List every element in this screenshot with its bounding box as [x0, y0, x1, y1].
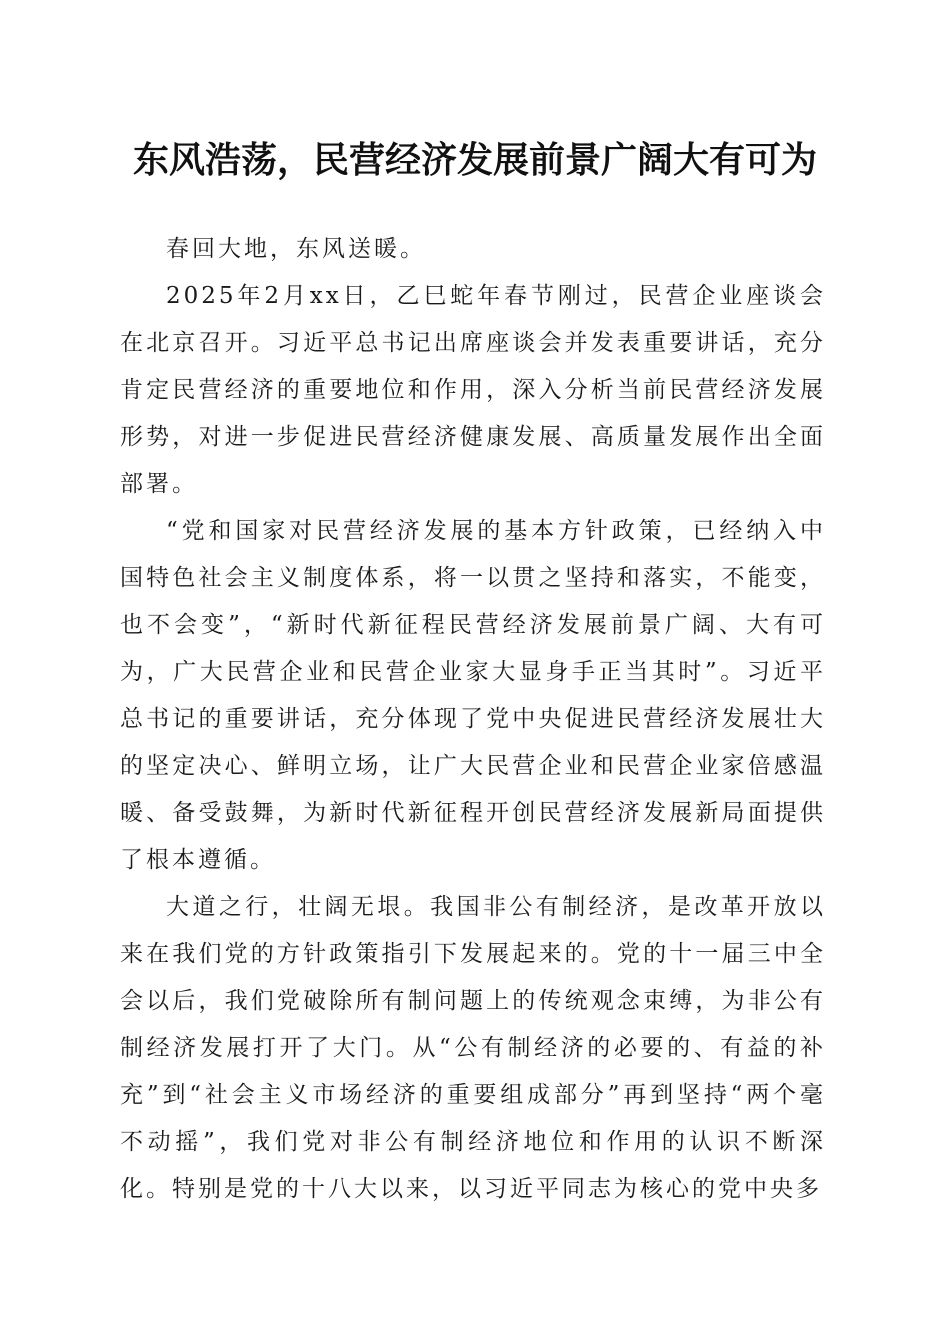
document-title: 东风浩荡，民营经济发展前景广阔大有可为 [132, 139, 817, 181]
paragraph-1: 春回大地，东风送暖。 [166, 236, 426, 262]
paragraph-2: 2025年2月xx日，乙巳蛇年春节刚过，民营企业座谈会在北京召开。习近平总书记出席座谈会并发表重要讲话，充分肯定民营经济的重要地位和作用，深入分析当前民营经济发展形势，对进一步促进民营经济健康发展、高质量发展作出全面部署。 [120, 283, 826, 497]
paragraph-3: “党和国家对民营经济发展的基本方针政策，已经纳入中国特色社会主义制度体系，将一以贯之坚持和落实，不能变，也不会变”，“新时代新征程民营经济发展前景广阔、大有可为，广大民营企业和民营企业家大显身手正当其时”。习近平总书记的重要讲话，充分体现了党中央促进民营经济发展壮大的坚定决心、鲜明立场，让广大民营企业和民营企业家倍感温暖、备受鼓舞，为新时代新征程开创民营经济发展新局面提供了根本遵循。 [120, 518, 826, 873]
paragraph-4: 大道之行，壮阔无垠。我国非公有制经济，是改革开放以来在我们党的方针政策指引下发展起来的。党的十一届三中全会以后，我们党破除所有制问题上的传统观念束缚，为非公有制经济发展打开了大门。从“公有制经济的必要的、有益的补充”到“社会主义市场经济的重要组成部分”再到坚持“两个毫不动摇”，我们党对非公有制经济地位和作用的认识不断深化。特别是党的十八大以来，以习近平同志为核心的党中央多 [120, 894, 826, 1202]
document-body [120, 226, 826, 1213]
